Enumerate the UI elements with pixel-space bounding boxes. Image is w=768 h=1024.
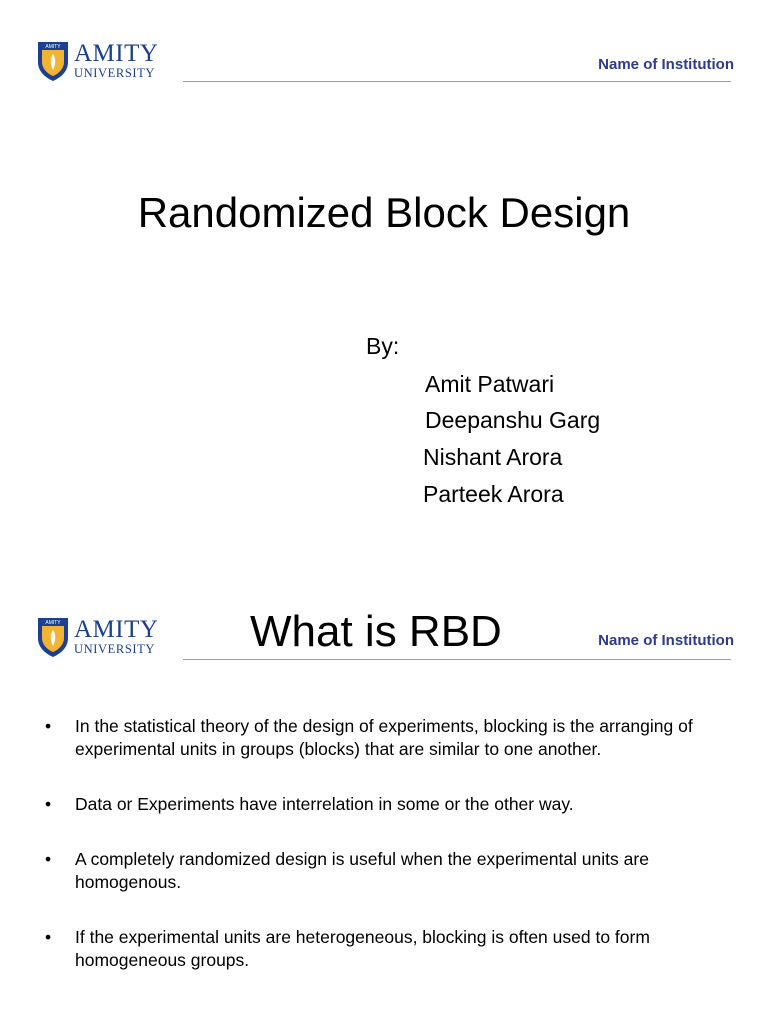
bullet-icon: •: [45, 794, 52, 814]
bullet-item: [45, 926, 735, 972]
amity-logo: [36, 616, 176, 660]
svg-text:AMITY: AMITY: [45, 620, 61, 626]
slide-title: Randomized Block Design: [137, 189, 631, 236]
content-slide: [0, 512, 768, 1024]
author-name: Parteek Arora: [423, 481, 564, 507]
amity-logo: [36, 40, 176, 84]
logo-subtitle: UNIVERSITY: [74, 642, 155, 656]
logo-subtitle: UNIVERSITY: [74, 66, 155, 80]
amity-crest-icon: [36, 40, 70, 82]
svg-text:AMITY: AMITY: [45, 44, 61, 50]
amity-crest-icon: [36, 616, 70, 658]
logo-wordmark: AMITY: [74, 40, 159, 67]
header-rule: [183, 659, 731, 660]
author-name: Deepanshu Garg: [425, 407, 601, 433]
by-label: By:: [366, 333, 400, 359]
bullet-text: A completely randomized design is useful when the experimental units are homogenous.: [75, 849, 649, 892]
institution-label: Name of Institution: [598, 56, 734, 73]
institution-label: Name of Institution: [598, 632, 734, 649]
bullet-item: [45, 793, 735, 816]
author-name: Amit Patwari: [425, 371, 555, 397]
bullet-item: [45, 848, 735, 894]
header-rule: [183, 81, 731, 82]
author-name: Nishant Arora: [423, 444, 563, 470]
bullet-icon: •: [45, 849, 52, 869]
bullet-item: [45, 715, 735, 761]
bullet-icon: •: [45, 927, 52, 947]
bullet-list: [45, 715, 735, 972]
logo-wordmark: AMITY: [74, 616, 159, 643]
bullet-icon: •: [45, 716, 52, 736]
bullet-text: In the statistical theory of the design of experiments, blocking is the arranging of experimental units in groups (blocks) that are similar to one another.: [75, 716, 693, 759]
bullet-text: If the experimental units are heterogeneous, blocking is often used to form homogeneous groups.: [75, 927, 650, 970]
slide-title: What is RBD: [250, 607, 502, 656]
bullet-text: Data or Experiments have interrelation in some or the other way.: [75, 794, 574, 814]
